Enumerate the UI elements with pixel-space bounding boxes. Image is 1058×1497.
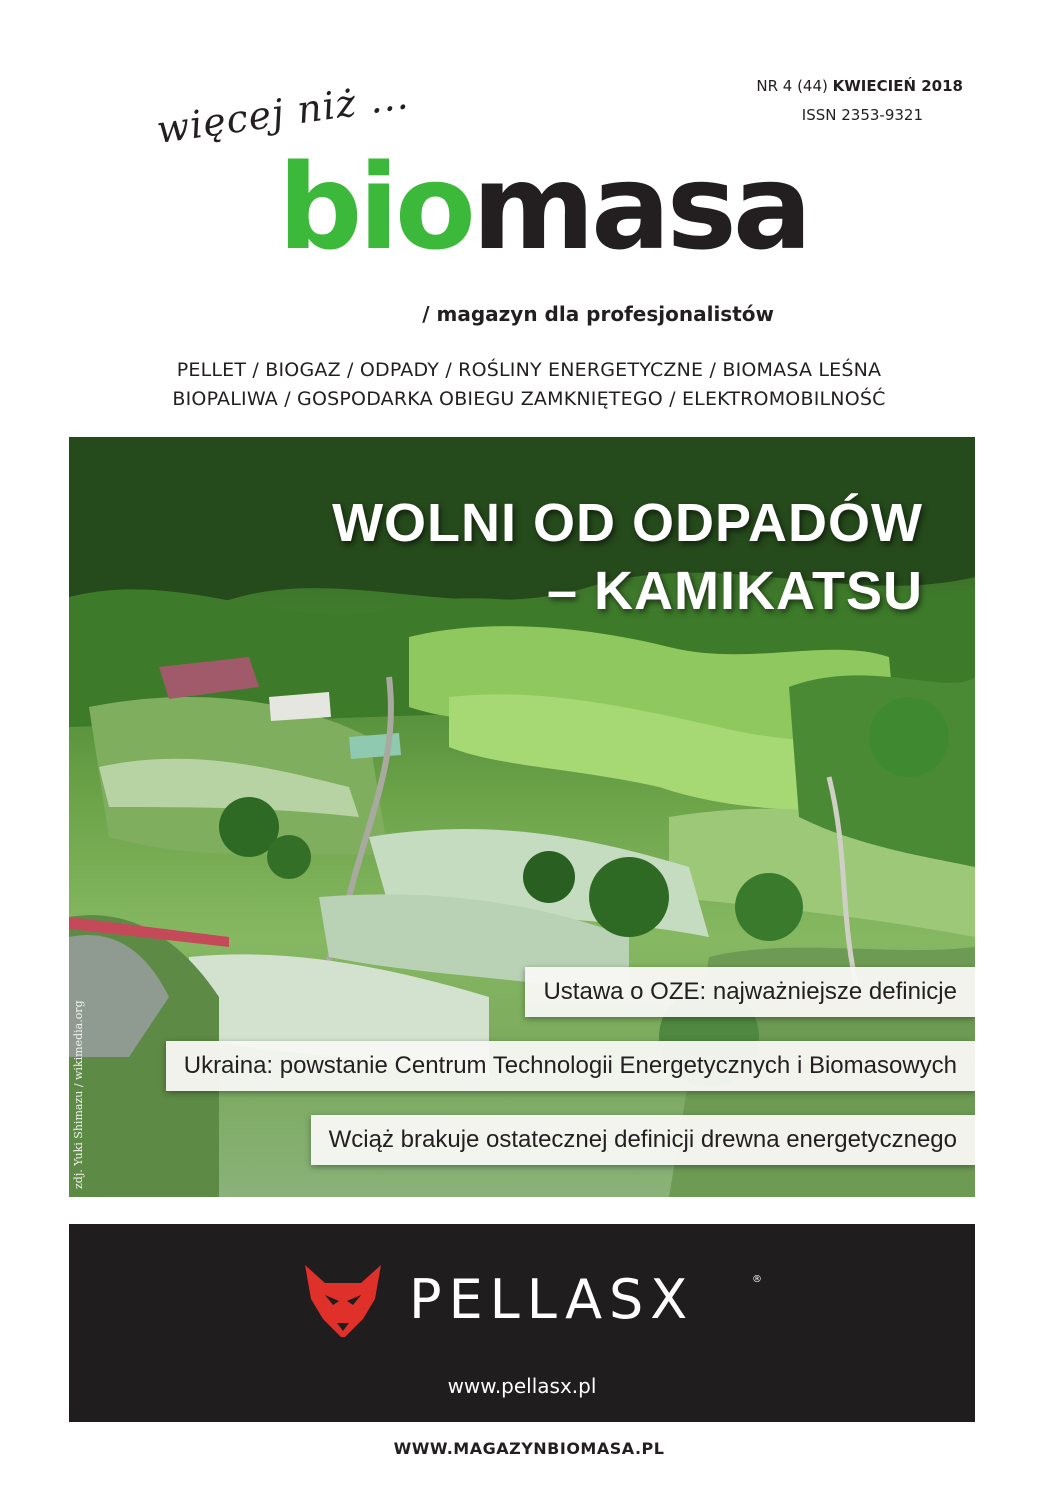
logo-masa: masa: [471, 138, 809, 276]
photo-credit: zdj. Yuki Shimazu / wikimedia.org: [72, 1000, 85, 1189]
logo-bio: bio: [278, 138, 472, 276]
pellasx-advertisement: [69, 1224, 975, 1422]
issue-number: NR 4 (44): [756, 77, 828, 95]
topics-line-2: BIOPALIWA / GOSPODARKA OBIEGU ZAMKNIĘTEGO / ELEKTROMOBILNOŚĆ: [172, 388, 886, 410]
topics-line-1: PELLET / BIOGAZ / ODPADY / ROŚLINY ENERGETYCZNE / BIOMASA LEŚNA: [176, 359, 882, 381]
cover-photo: [69, 437, 975, 1197]
cover-story-banner: Wciąż brakuje ostatecznej definicji drewna energetycznego: [311, 1115, 975, 1165]
cover-headline: [332, 489, 923, 625]
issn: ISSN 2353-9321: [801, 106, 923, 124]
headline-line-1: WOLNI OD ODPADÓW: [332, 493, 923, 553]
cover-story-banner: Ustawa o OZE: najważniejsze definicje: [525, 967, 975, 1017]
fox-head-icon: [303, 1261, 383, 1341]
cover-story-banner: Ukraina: powstanie Centrum Technologii Energetycznych i Biomasowych: [166, 1041, 975, 1091]
ad-brand-name: PELLASX: [409, 1268, 695, 1331]
ad-url[interactable]: www.pellasx.pl: [447, 1374, 597, 1398]
issue-date: KWIECIEŃ 2018: [832, 77, 963, 95]
magazine-logo: [278, 138, 809, 276]
magazine-website[interactable]: WWW.MAGAZYNBIOMASA.PL: [393, 1439, 665, 1458]
slogan: więcej niż ...: [153, 73, 412, 152]
tagline: / magazyn dla profesjonalistów: [422, 302, 774, 326]
registered-mark: ®: [752, 1274, 762, 1285]
headline-line-2: – KAMIKATSU: [546, 561, 923, 621]
issue-info: [756, 77, 963, 95]
